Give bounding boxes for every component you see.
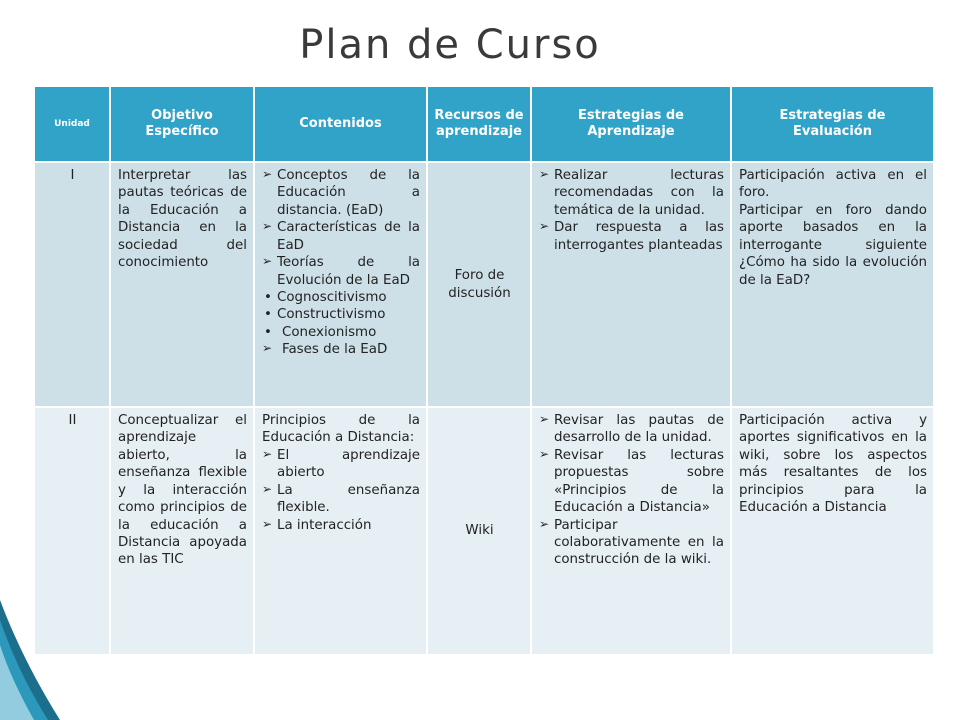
list-item: • Constructivismo (262, 306, 420, 323)
course-plan-table (33, 85, 935, 656)
list-item: ➢ Realizar lecturas recomendadas con la temática de la unidad. (539, 167, 724, 219)
list-item: ➢ Dar respuesta a las interrogantes planteadas (539, 219, 724, 254)
table-header-row (34, 86, 934, 162)
list-item: ➢ Revisar las lecturas propuestas sobre «Principios de la Educación a Distancia» (539, 447, 724, 517)
list-item: ➢ Conceptos de la Educación a distancia. (EaD) (262, 167, 420, 219)
list-item: ➢ Fases de la EaD (262, 341, 420, 358)
cell-evaluacion: Participación activa y aportes significativos en la wiki, sobre los aspectos más resaltantes de los principios para la Educación a Distancia (731, 407, 934, 655)
cell-estrategias (531, 407, 731, 655)
list-item: ➢ La enseñanza flexible. (262, 482, 420, 517)
list-item: ➢ Revisar las pautas de desarrollo de la unidad. (539, 412, 724, 447)
cell-estrategias (531, 162, 731, 407)
table-row (34, 162, 934, 407)
evaluation-text: Participar en foro dando aporte basados en la interrogante siguiente ¿Cómo ha sido la evolución de la EaD? (739, 202, 927, 288)
header-objetivo: Objetivo Específico (110, 86, 254, 162)
cell-recursos: Wiki (427, 407, 531, 655)
header-estrategias-evaluacion: Estrategias de Evaluación (731, 86, 934, 162)
cell-evaluacion (731, 162, 934, 407)
list-item: • Conexionismo (262, 324, 420, 341)
header-estrategias-aprendizaje: Estrategias de Aprendizaje (531, 86, 731, 162)
list-item: ➢ Participar colaborativamente en la construcción de la wiki. (539, 517, 724, 569)
list-item: • Cognoscitivismo (262, 289, 420, 306)
cell-objetivo: Conceptualizar el aprendizaje abierto, la enseñanza flexible y la interacción como principios de la educación a Distancia apoyada en las TIC (110, 407, 254, 655)
table-row (34, 407, 934, 655)
cell-contenidos (254, 162, 427, 407)
corner-swoosh-decoration (0, 600, 60, 720)
list-item: ➢ Teorías de la Evolución de la EaD (262, 254, 420, 289)
evaluation-text: Participación activa en el foro. (739, 168, 927, 201)
list-item: ➢ El aprendizaje abierto (262, 447, 420, 482)
cell-contenidos (254, 407, 427, 655)
contenidos-intro: Principios de la Educación a Distancia: (262, 413, 420, 446)
cell-objetivo: Interpretar las pautas teóricas de la Educación a Distancia en la sociedad del conocimiento (110, 162, 254, 407)
cell-recursos: Foro de discusión (427, 162, 531, 407)
list-item: ➢ La interacción (262, 517, 420, 534)
page-title: Plan de Curso (299, 22, 601, 68)
list-item: ➢ Características de la EaD (262, 219, 420, 254)
header-unidad: Unidad (34, 86, 110, 162)
header-recursos: Recursos de aprendizaje (427, 86, 531, 162)
header-contenidos: Contenidos (254, 86, 427, 162)
cell-unidad: I (34, 162, 110, 407)
cell-unidad: II (34, 407, 110, 655)
